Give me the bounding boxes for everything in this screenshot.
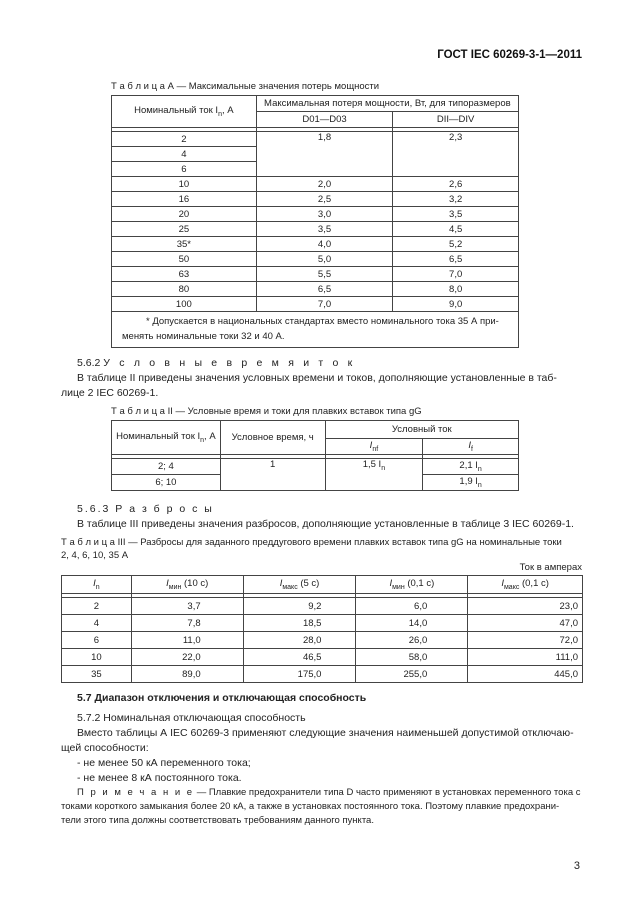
table-cell: 5,5 [256, 267, 393, 282]
table-ii-header-current-unit: , А [204, 431, 216, 443]
table-cell: 72,0 [468, 632, 583, 649]
table-ii-header-inf-sub: nf [372, 445, 379, 453]
table-row [112, 222, 519, 237]
header-sub: мин [392, 583, 405, 591]
table-ii-caption-prefix: Т а б л и ц а [111, 406, 165, 417]
table-cell: 89,0 [131, 666, 243, 683]
table-a-header-current-unit: , А [221, 105, 234, 117]
table-row [112, 207, 519, 222]
section-title: У с л о в н ы е в р е м я и т о к [103, 357, 356, 369]
table-cell: 63 [112, 267, 257, 282]
table-cell: 23,0 [468, 598, 583, 615]
table-cell: 2,5 [256, 192, 393, 207]
table-cell: 111,0 [468, 649, 583, 666]
table-cell: 47,0 [468, 615, 583, 632]
table-ii-header-current-text: Номинальный ток I [116, 431, 201, 443]
table-cell: 10 [62, 649, 132, 666]
table-cell: 1,8 [256, 132, 393, 177]
header-main: I [501, 578, 504, 590]
table-a-header-current [112, 96, 257, 128]
section-5-7-2-line2: щей способности: [61, 742, 149, 754]
table-a-caption-prefix: Т а б л и ц а [111, 81, 165, 92]
document-id: ГОСТ IEC 60269-3-1—2011 [437, 49, 582, 61]
table-row [112, 459, 519, 475]
section-5-6-2-line2: лице 2 IEC 60269-1. [61, 387, 159, 399]
table-row [112, 282, 519, 297]
table-cell: 25 [112, 222, 257, 237]
header-main: I [166, 578, 169, 590]
table-cell [423, 475, 519, 491]
header-tail: (5 с) [297, 578, 320, 590]
header-sub: мин [168, 583, 182, 591]
table-a-header-dii: DII—DIV [393, 112, 519, 128]
table-iii-header-cell [468, 576, 583, 594]
table-cell: 2,6 [393, 177, 519, 192]
header-sub: n [95, 583, 100, 591]
table-cell-sub: n [477, 465, 482, 473]
section-5-7-2-title: 5.7.2 Номинальная отключающая способность [77, 712, 306, 724]
table-cell: 11,0 [131, 632, 243, 649]
table-cell-value: 1,9 I [459, 476, 478, 488]
table-a-caption-text: А — Максимальные значения потерь мощности [164, 81, 380, 92]
table-cell [423, 459, 519, 475]
note-line3: тели этого типа должны соответствовать требованиям данного пункта. [61, 815, 374, 826]
table-cell: 3,2 [393, 192, 519, 207]
note-line1 [77, 786, 587, 800]
table-cell: 100 [112, 297, 257, 312]
table-a-footnote [112, 312, 519, 348]
table-row [62, 666, 583, 683]
table-cell: 6,5 [256, 282, 393, 297]
note-line2: токами короткого замыкания более 20 кА, а также в установках постоянного тока. Поэтому плавкие предохрани- [61, 801, 560, 812]
table-iii-header-cell [356, 576, 468, 594]
section-5-6-3-title: 5.6.3 Р а з б р о с ы [77, 503, 214, 515]
table-a-header-current-sub: n [218, 110, 222, 118]
table-row [62, 632, 583, 649]
table-cell: 22,0 [131, 649, 243, 666]
table-cell: 6 [62, 632, 132, 649]
table-row [112, 192, 519, 207]
table-ii-header-cond: Условный ток [325, 421, 518, 439]
table-cell: 4,5 [393, 222, 519, 237]
table-cell: 8,0 [393, 282, 519, 297]
note-label: П р и м е ч а н и е [77, 787, 195, 798]
table-cell: 4,0 [256, 237, 393, 252]
table-cell: 20 [112, 207, 257, 222]
table-cell: 2 [62, 598, 132, 615]
table-iii-header-cell [243, 576, 356, 594]
table-cell: 58,0 [356, 649, 468, 666]
section-5-6-3-line1: В таблице III приведены значения разбросов, дополняющие установленные в таблице 3 IEC 60269-1. [77, 518, 574, 530]
table-iii-header-cell [62, 576, 132, 594]
table-iii-caption-prefix: Т а б л и ц а [61, 537, 115, 548]
table-row [62, 598, 583, 615]
table-cell: 7,0 [393, 267, 519, 282]
table-cell: 2,3 [393, 132, 519, 177]
table-iii-header-row [62, 576, 583, 594]
table-a-footnote-line2: менять номинальные токи 32 и 40 А. [122, 331, 285, 342]
header-tail: (10 с) [181, 578, 209, 590]
table-a-caption [111, 81, 379, 92]
table-cell: 6; 10 [112, 475, 221, 491]
table-iii-caption-line2: 2, 4, 6, 10, 35 А [61, 550, 129, 561]
table-iii-header-cell [131, 576, 243, 594]
section-5-7-2-line1: Вместо таблицы А IEC 60269-3 применяют следующие значения наименьшей допустимой отключаю- [77, 727, 574, 739]
table-row [112, 237, 519, 252]
table-ii-header-inf-main: I [369, 440, 373, 452]
table-row [112, 252, 519, 267]
table-cell-sub: n [381, 464, 386, 472]
table-a [111, 95, 519, 348]
bullet-item: - не менее 8 кА постоянного тока. [77, 772, 242, 784]
table-cell: 2,0 [256, 177, 393, 192]
table-cell: 4 [62, 615, 132, 632]
section-5-7-title: 5.7 Диапазон отключения и отключающая способность [77, 692, 367, 704]
header-sub: макс [282, 583, 298, 591]
table-ii-header-inf [325, 439, 423, 455]
table-cell: 6,5 [393, 252, 519, 267]
table-ii-header-if-sub: f [470, 445, 473, 453]
table-cell-value: 2,1 I [459, 460, 478, 472]
table-a-header-current-text: Номинальный ток I [134, 105, 219, 117]
table-cell: 9,2 [243, 598, 356, 615]
table-cell: 255,0 [356, 666, 468, 683]
table-cell: 35* [112, 237, 257, 252]
page-number: 3 [573, 860, 580, 872]
table-cell: 2 [112, 132, 257, 147]
table-cell: 35 [62, 666, 132, 683]
table-row [112, 132, 519, 147]
table-cell: 6 [112, 162, 257, 177]
table-cell: 3,5 [256, 222, 393, 237]
header-main: I [389, 578, 393, 590]
table-cell: 3,5 [393, 207, 519, 222]
table-ii-caption-text: II — Условные время и токи для плавких вставок типа gG [164, 406, 422, 417]
table-a-header-loss: Максимальная потеря мощности, Вт, для типоразмеров [256, 96, 518, 112]
table-cell: 3,7 [131, 598, 243, 615]
table-cell: 7,0 [256, 297, 393, 312]
table-row [112, 177, 519, 192]
table-cell: 9,0 [393, 297, 519, 312]
table-ii-header-time: Условное время, ч [220, 421, 325, 455]
table-row [62, 615, 583, 632]
header-sub: макс [503, 583, 520, 591]
table-ii-header-current-sub: n [200, 436, 205, 444]
table-cell: 4 [112, 147, 257, 162]
header-tail: (0,1 с) [404, 578, 435, 590]
section-5-6-2-title [77, 356, 355, 371]
table-cell: 445,0 [468, 666, 583, 683]
table-a-header-d: D01—D03 [256, 112, 393, 128]
table-ii-header-if [423, 439, 519, 455]
table-cell: 26,0 [356, 632, 468, 649]
table-ii-header-if-main: I [468, 440, 471, 452]
table-cell: 28,0 [243, 632, 356, 649]
header-main: I [279, 578, 283, 590]
bullet-item: - не менее 50 кА переменного тока; [77, 757, 251, 769]
table-cell: 3,0 [256, 207, 393, 222]
table-cell-value: 1,5 I [362, 459, 382, 470]
table-cell: 46,5 [243, 649, 356, 666]
table-ii-header-current [112, 421, 221, 455]
table-cell: 5,0 [256, 252, 393, 267]
table-cell-sub: n [477, 481, 482, 489]
table-cell: 10 [112, 177, 257, 192]
table-cell: 50 [112, 252, 257, 267]
table-ii [111, 420, 519, 491]
table-iii-caption [61, 537, 585, 548]
table-a-footnote-line1: * Допускается в национальных стандартах вместо номинального тока 35 А при- [146, 316, 499, 327]
table-iii-unit-note: Ток в амперах [519, 562, 582, 573]
table-row [112, 297, 519, 312]
table-iii [61, 575, 583, 683]
table-cell: 7,8 [131, 615, 243, 632]
note-line1-text: — Плавкие предохранители типа D часто применяют в установках переменного тока с [194, 787, 581, 798]
table-row [112, 267, 519, 282]
table-ii-caption [111, 406, 422, 417]
table-cell: 14,0 [356, 615, 468, 632]
header-main: I [93, 578, 96, 590]
table-iii-caption-text: III — Разбросы для заданного преддугового времени плавких вставок типа gG на номинальные токи [114, 537, 562, 548]
table-cell: 6,0 [356, 598, 468, 615]
table-cell: 2; 4 [112, 459, 221, 475]
section-5-6-2-line1: В таблице II приведены значения условных времени и токов, дополняющие установленные в таб- [77, 372, 557, 384]
table-cell: 5,2 [393, 237, 519, 252]
header-tail: (0,1 с) [519, 578, 549, 590]
section-number: 5.6.2 [77, 357, 101, 369]
table-cell: 80 [112, 282, 257, 297]
table-cell: 16 [112, 192, 257, 207]
table-cell: 1 [220, 459, 325, 491]
table-row [62, 649, 583, 666]
table-cell: 175,0 [243, 666, 356, 683]
table-cell [325, 459, 423, 491]
table-cell: 18,5 [243, 615, 356, 632]
